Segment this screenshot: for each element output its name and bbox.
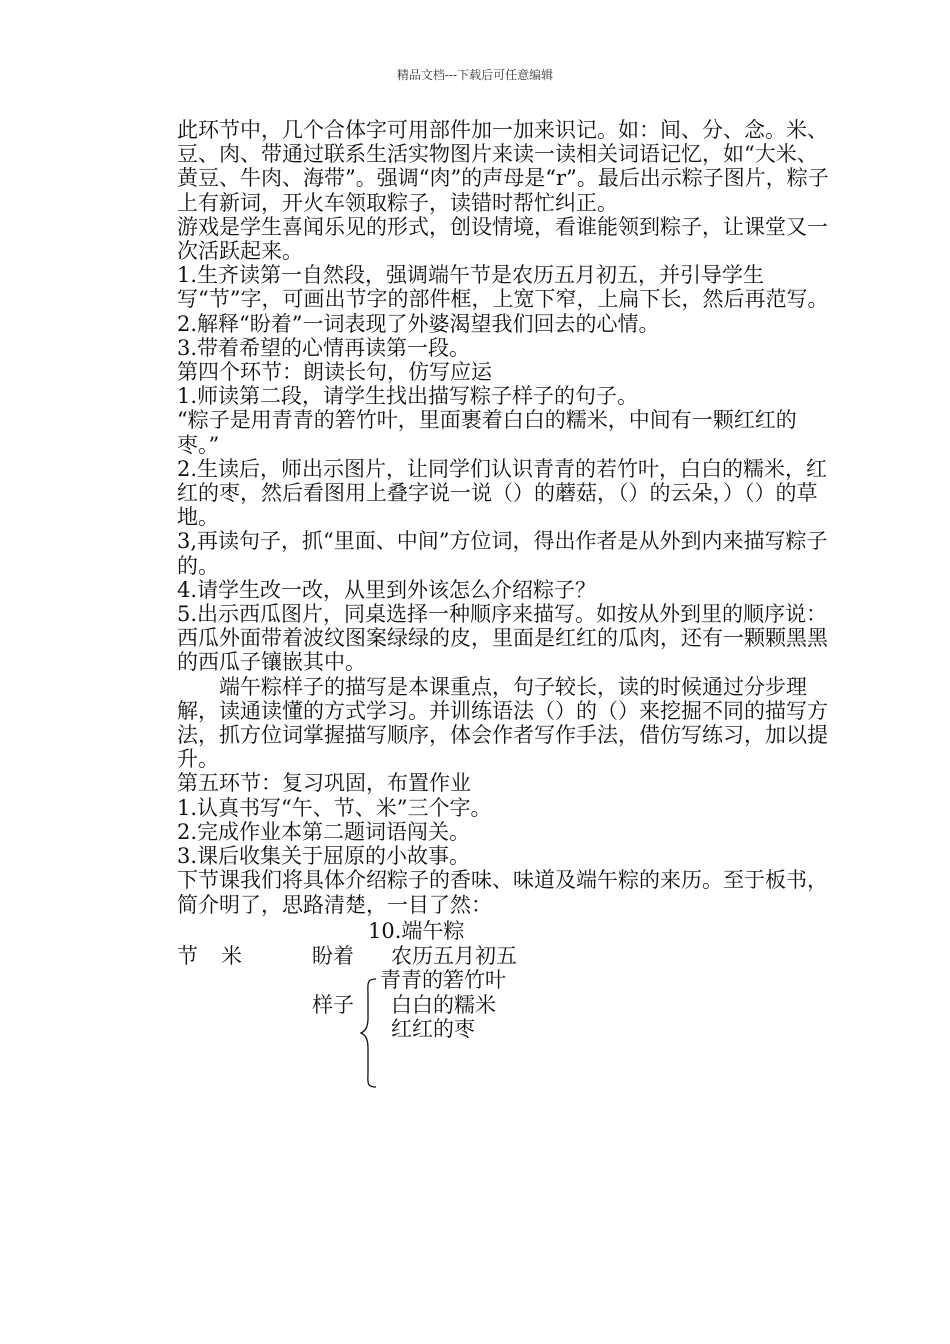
paragraph: 3.课后收集关于屈原的小故事。: [177, 844, 471, 869]
paragraph: 下节课我们将具体介绍粽子的香味、味道及端午粽的来历。至于板书，简介明了，思路清楚，一目了然：: [177, 868, 828, 917]
page-header: 精品文档---下载后可任意编辑: [396, 68, 554, 82]
paragraph: 1.师读第二段，请学生找出描写粽子样子的句子。: [177, 384, 639, 409]
paragraph: 2.生读后，师出示图片，让同学们认识青青的若竹叶，白白的糯米，红红的枣，然后看图用上叠字说一说（）的蘑菇，（）的云朵，）（）的草地。: [177, 456, 828, 530]
paragraph: 3.带着希望的心情再读第一段。: [177, 335, 471, 360]
board-word-panzhe: 盼着: [312, 943, 354, 968]
paragraph: 1.生齐读第一自然段，强调端午节是农历五月初五，并引导学生写“节”字，可画出节字的部件框，上宽下窄，上扁下长，然后再范写。: [177, 263, 829, 312]
blackboard-layout: [177, 917, 837, 1087]
board-label-yangzi: 样子: [312, 992, 354, 1017]
board-item: 青青的箬竹叶: [380, 967, 506, 992]
paragraph: 此环节中，几个合体字可用部件加一加来识记。如：间、分、念。米、豆、肉、带通过联系生活实物图片来读一读相关词语记忆，如“大米、黄豆、牛肉、海带”。强调“肉”的声母是“r”。最后出示粽子图片，粽子上有新词，开火车领取粽子，读错时帮忙纠正。: [177, 118, 829, 215]
section-heading: 第四个环节：朗读长句，仿写应运: [177, 360, 492, 385]
board-word-mi: 米: [221, 943, 242, 968]
board-date: 农历五月初五: [391, 943, 517, 968]
paragraph: 3,再读句子，抓“里面、中间”方位词，得出作者是从外到内来描写粽子的。: [177, 529, 828, 578]
quote-paragraph: “粽子是用青青的箬竹叶，里面裹着白白的糯米，中间有一颗红红的枣。”: [177, 408, 797, 457]
paragraph: 2.完成作业本第二题词语闯关。: [177, 819, 471, 844]
document-body: [177, 118, 837, 1087]
board-title: 10.端午粽: [368, 918, 465, 943]
paragraph: 4.请学生改一改，从里到外该怎么介绍粽子？: [177, 577, 597, 602]
paragraph: 游戏是学生喜闻乐见的形式，创设情境，看谁能领到粽子，让课堂又一次活跃起来。: [177, 214, 828, 264]
board-word-jie: 节: [177, 943, 198, 968]
board-item: 红红的枣: [391, 1016, 475, 1041]
board-item: 白白的糯米: [391, 992, 496, 1017]
paragraph: 端午粽样子的描写是本课重点，句子较长，读的时候通过分步理解，读通读懂的方式学习。并训练语法（）的（）来挖掘不同的描写方法，抓方位词掌握描写顺序，体会作者写作手法，借仿写练习，加以提升。: [177, 674, 828, 772]
paragraph: 5.出示西瓜图片，同桌选择一种顺序来描写。如按从外到里的顺序说：西瓜外面带着波纹图案绿绿的皮，里面是红红的瓜肉，还有一颗颗黑黑的西瓜子镶嵌其中。: [177, 602, 828, 675]
brace-icon: [360, 978, 380, 1088]
paragraph: 2.解释“盼着”一词表现了外婆渴望我们回去的心情。: [177, 311, 660, 336]
paragraph: 1.认真书写“午、节、米”三个字。: [177, 795, 492, 820]
section-heading: 第五环节：复习巩固，布置作业: [177, 771, 471, 796]
